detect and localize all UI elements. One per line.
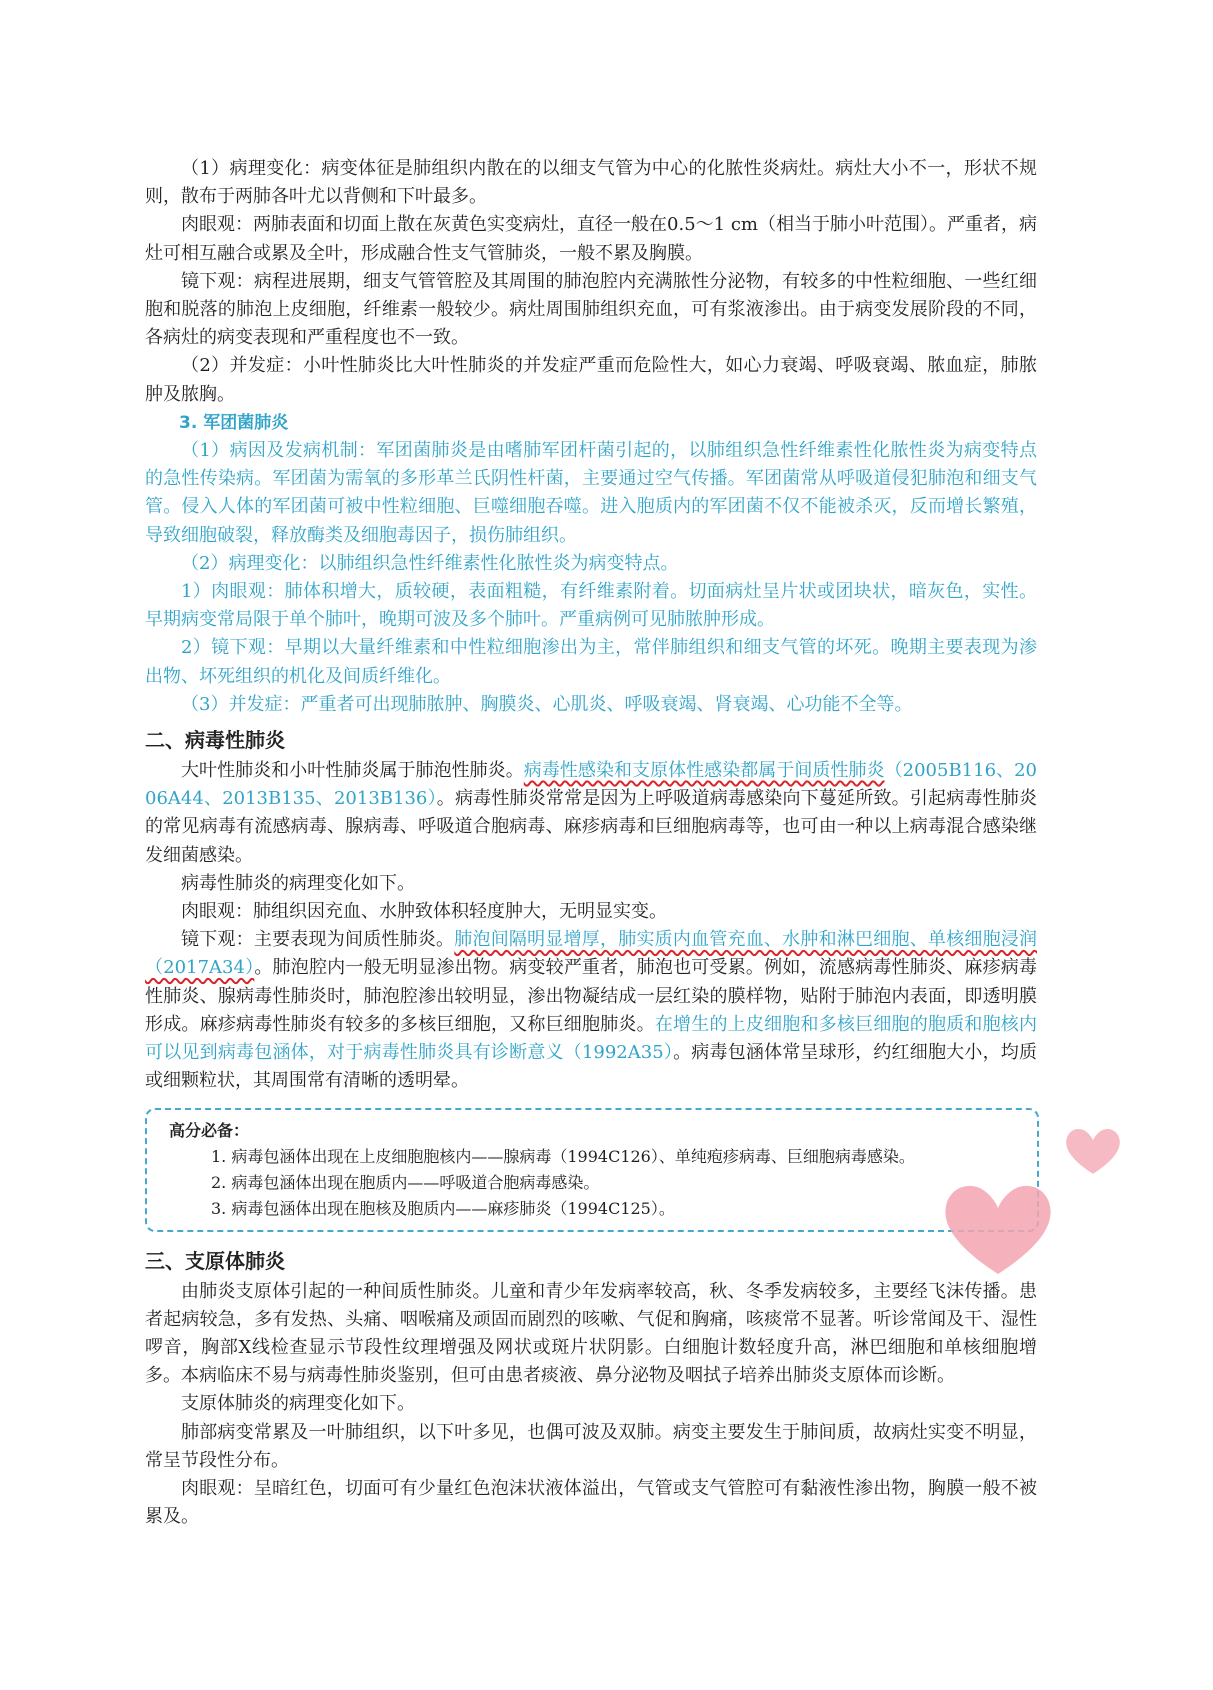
mycoplasma-paragraph-2: 支原体肺炎的病理变化如下。 xyxy=(181,1393,415,1415)
legionella-heading: 3. 军团菌肺炎 xyxy=(179,412,289,433)
key-point-item: 1. 病毒包涵体出现在上皮细胞胞核内——腺病毒（1994C126）、单纯疱疹病毒、巨细胞病毒感染。 xyxy=(211,1146,915,1166)
exam-codes: （2005B116、2006A44、2013B135、2013B136） xyxy=(145,760,1038,810)
legionella-pathology: （2）病理变化：以肺组织急性纤维素性化脓性炎为病变特点。 xyxy=(181,552,679,574)
paragraph-pathology: （1）病理变化：病变体征是肺组织内散在的以细支气管为中心的化脓性炎病灶。病灶大小不一，形状不规则，散布于两肺各叶尤以背侧和下叶最多。 xyxy=(145,158,1037,208)
section-heading-mycoplasma: 三、支原体肺炎 xyxy=(145,1248,285,1273)
highlight-septa: 肺泡间隔明显增厚，肺实质内血管充血、水肿和淋巴细胞、单核细胞浸润（2017A34） xyxy=(145,929,1038,979)
heart-sticker-large xyxy=(938,1172,1058,1282)
highlight-interstitial: 病毒性感染和支原体性感染都属于间质性肺炎 xyxy=(523,760,885,782)
viral-text: 大叶性肺炎和小叶性肺炎属于肺泡性肺炎。 xyxy=(181,760,524,782)
mycoplasma-paragraph-3: 肺部病变常累及一叶肺组织，以下叶多见，也偶可波及双肺。病变主要发生于肺间质，故病灶实变不明显，常呈节段性分布。 xyxy=(145,1421,1037,1471)
legionella-complications: （3）并发症：严重者可出现肺脓肿、胸膜炎、心肌炎、呼吸衰竭、肾衰竭、心功能不全等。 xyxy=(181,693,913,715)
viral-text-cont: 。病毒性肺炎常常是因为上呼吸道病毒感染向下蔓延所致。引起病毒性肺炎的常见病毒有流感病毒、腺病毒、呼吸道合胞病毒、麻疹病毒和巨细胞病毒等，也可由一种以上病毒混合感染继发细菌感染。 xyxy=(145,788,1037,866)
heart-icon xyxy=(945,1186,1050,1274)
mycoplasma-paragraph-4: 肉眼观：呈暗红色，切面可有少量红色泡沫状液体溢出，气管或支气管腔可有黏液性渗出物，胸膜一般不被累及。 xyxy=(145,1477,1037,1528)
mycoplasma-paragraph-1: 由肺炎支原体引起的一种间质性肺炎。儿童和青少年发病率较高，秋、冬季发病较多，主要经飞沫传播。患者起病较急，多有发热、头痛、咽喉痛及顽固而剧烈的咳嗽、气促和胸痛，咳痰常不显著。听诊常闻及干、湿性啰音，胸部X线检查显示节段性纹理增强及网状或斑片状阴影。白细胞计数轻度升高，淋巴细胞和单核细胞增多。本病临床不易与病毒性肺炎鉴别，但可由患者痰液、鼻分泌物及咽拭子培养出肺炎支原体而诊断。 xyxy=(145,1280,1037,1387)
viral-paragraph-1 xyxy=(145,757,1037,870)
paragraph-complications: （2）并发症：小叶性肺炎比大叶性肺炎的并发症严重而危险性大，如心力衰竭、呼吸衰竭、脓血症，肺脓肿及脓胸。 xyxy=(145,355,1037,405)
legionella-etiology: （1）病因及发病机制：军团菌肺炎是由嗜肺军团杆菌引起的，以肺组织急性纤维素性化脓性炎为病变特点的急性传染病。军团菌为需氧的多形革兰氏阴性杆菌，主要通过空气传播。军团菌常从呼吸道侵犯肺泡和细支气管。侵入人体的军团菌可被中性粒细胞、巨噬细胞吞噬。进入胞质内的军团菌不仅不能被杀灭，反而增长繁殖，导致细胞破裂，释放酶类及细胞毒因子，损伤肺组织。 xyxy=(145,440,1037,546)
paragraph-micro: 镜下观：病程进展期，细支气管管腔及其周围的肺泡腔内充满脓性分泌物，有较多的中性粒细胞、一些红细胞和脱落的肺泡上皮细胞，纤维素一般较少。病灶周围肺组织充血，可有浆液渗出。由于病变发展阶段的不同，各病灶的病变表现和严重程度也不一致。 xyxy=(145,270,1037,349)
viral-micro-lead: 镜下观：主要表现为间质性肺炎。 xyxy=(181,929,455,951)
key-point-item: 3. 病毒包涵体出现在胞核及胞质内——麻疹肺炎（1994C125）。 xyxy=(211,1198,675,1218)
highlight-inclusion: 在增生的上皮细胞和多核巨细胞的胞质和胞核内可以见到病毒包涵体，对于病毒性肺炎具有诊断意义（1992A35） xyxy=(145,1013,1038,1064)
legionella-micro: 2）镜下观：早期以大量纤维素和中性粒细胞渗出为主，常伴肺组织和细支气管的坏死。晚期主要表现为渗出物、坏死组织的机化及间质纤维化。 xyxy=(145,637,1037,687)
paragraph-gross: 肉眼观：两肺表面和切面上散在灰黄色实变病灶，直径一般在0.5～1 cm（相当于肺小叶范围）。严重者，病灶可相互融合或累及全叶，形成融合性支气管肺炎，一般不累及胸膜。 xyxy=(145,214,1037,264)
viral-micro-text: 。肺泡腔内一般无明显渗出物。病变较严重者，肺泡也可受累。例如，流感病毒性肺炎、麻疹病毒性肺炎、腺病毒性肺炎时，肺泡腔渗出较明显，渗出物凝结成一层红染的膜样物，贴附于肺泡内表面，即透明膜形成。麻疹病毒性肺炎有较多的多核巨细胞，又称巨细胞肺炎。 xyxy=(145,957,1038,1035)
document-page xyxy=(145,155,1037,1531)
key-points-title: 高分必备： xyxy=(169,1120,250,1140)
section-heading-viral: 二、病毒性肺炎 xyxy=(145,728,285,753)
viral-micro-end: 。病毒包涵体常呈球形，约红细胞大小，均质或细颗粒状，其周围常有清晰的透明晕。 xyxy=(145,1042,1037,1092)
viral-paragraph-gross: 肉眼观：肺组织因充血、水肿致体积轻度肿大，无明显实变。 xyxy=(181,901,667,923)
viral-paragraph-micro xyxy=(145,926,1037,1095)
key-point-item: 2. 病毒包涵体出现在胞质内——呼吸道合胞病毒感染。 xyxy=(211,1172,600,1192)
heart-sticker-small xyxy=(1062,1122,1124,1178)
legionella-gross: 1）肉眼观：肺体积增大，质较硬，表面粗糙，有纤维素附着。切面病灶呈片状或团块状，暗灰色，实性。早期病变常局限于单个肺叶，晚期可波及多个肺叶。严重病例可见肺脓肿形成。 xyxy=(145,581,1037,631)
viral-paragraph-2: 病毒性肺炎的病理变化如下。 xyxy=(181,872,415,894)
key-points-box xyxy=(145,1108,1039,1232)
heart-icon xyxy=(1066,1129,1120,1174)
